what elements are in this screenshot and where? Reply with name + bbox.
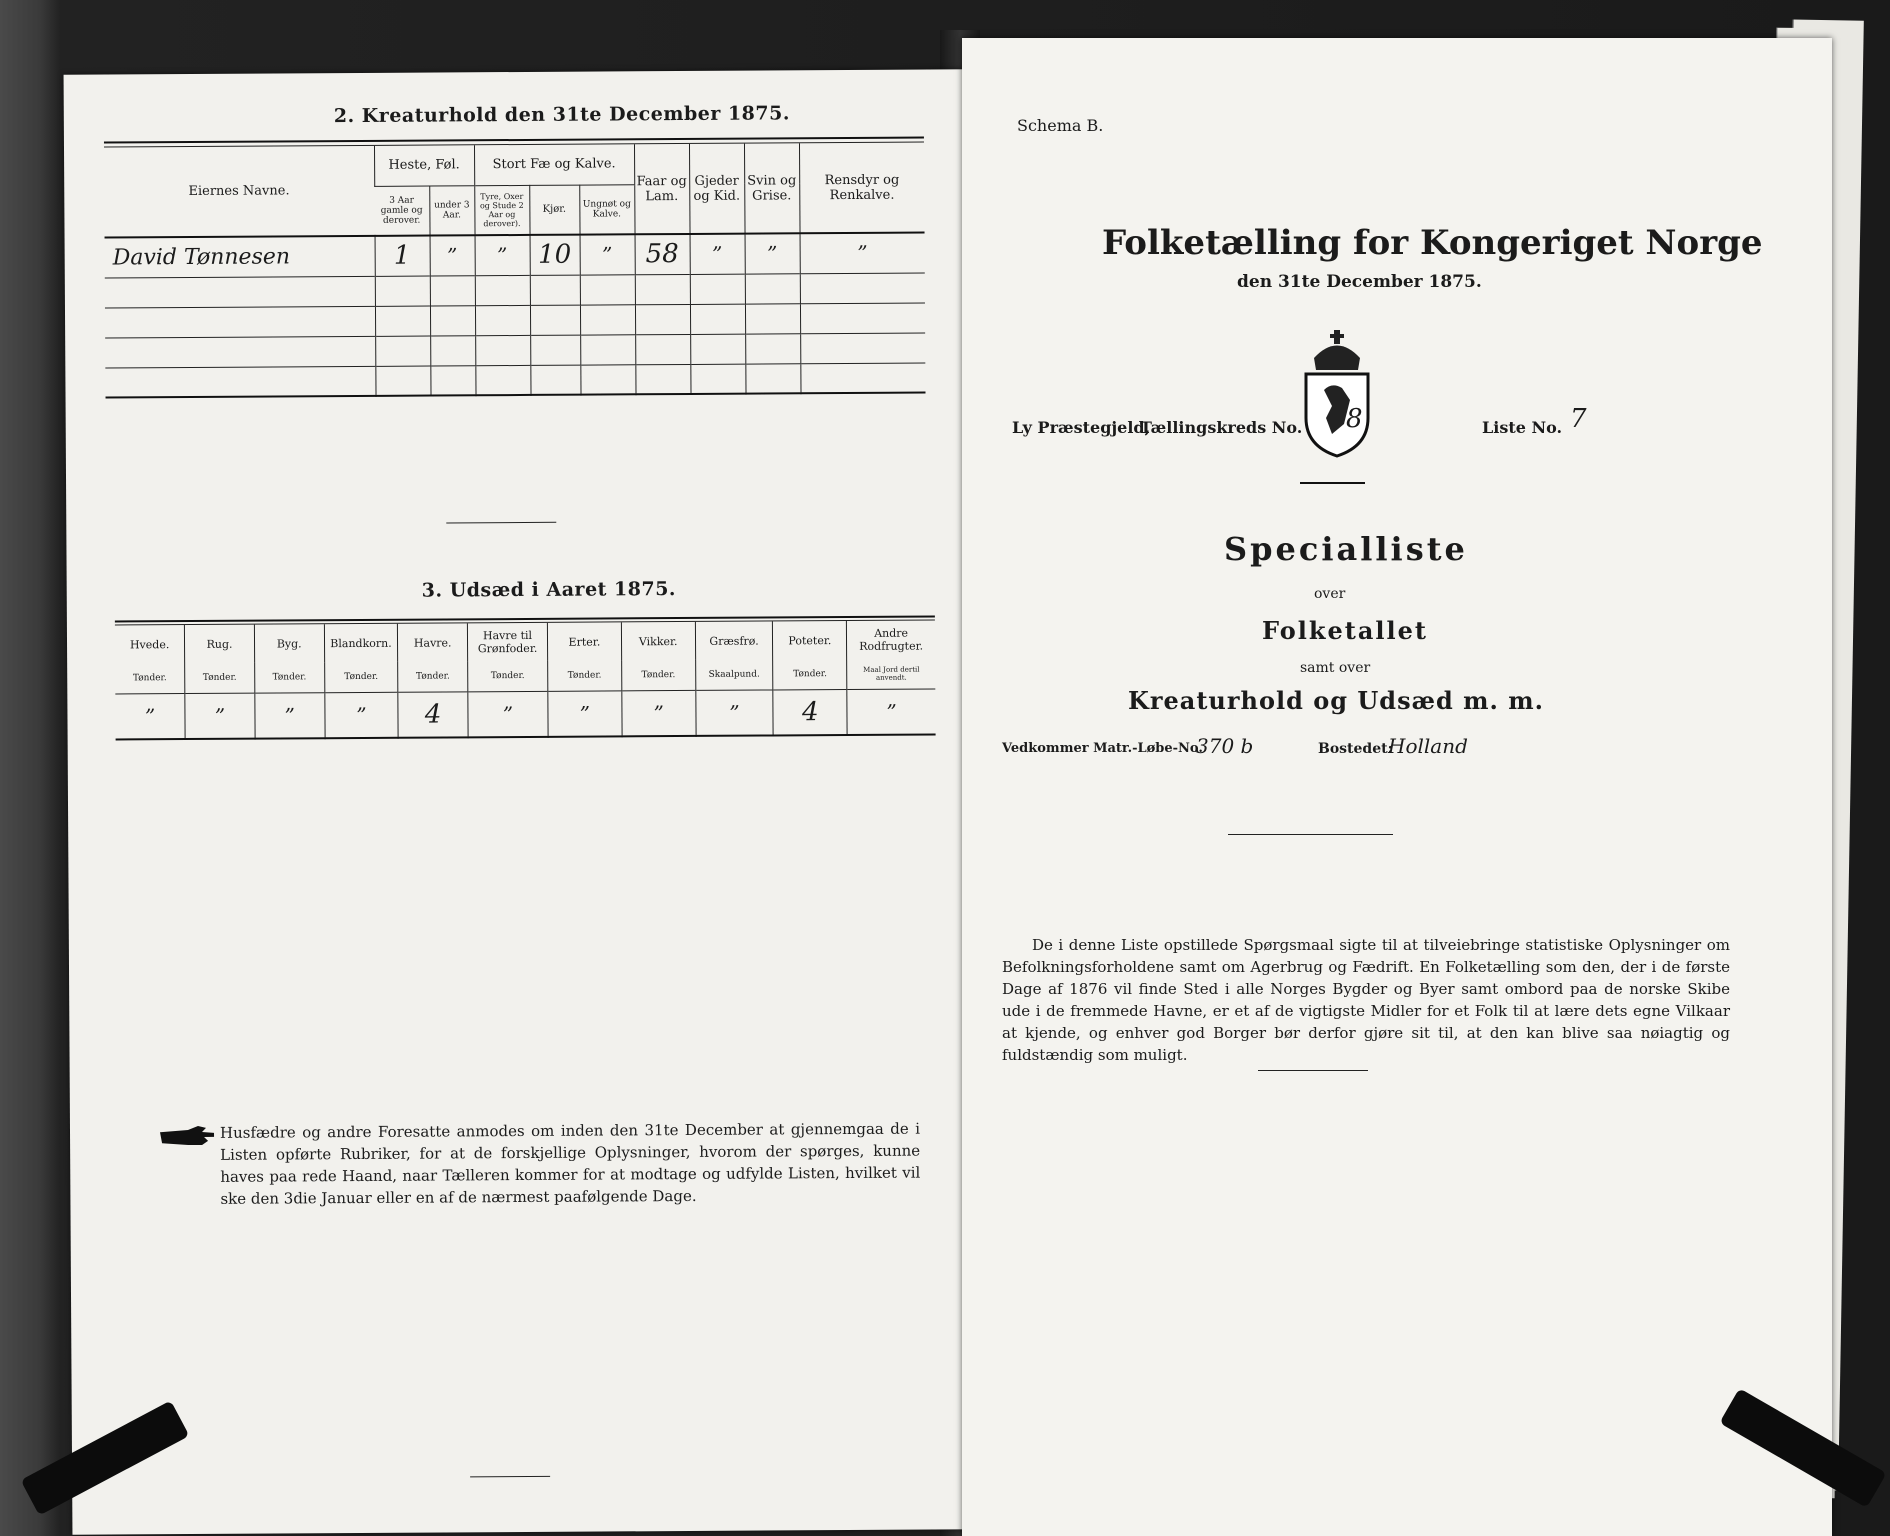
divider: [446, 522, 556, 524]
cattle-group-header: Stort Fæ og Kalve.: [474, 144, 634, 185]
horses-3plus-header: 3 Aar gamle og derover.: [380, 195, 423, 226]
list-label: Liste No.: [1482, 418, 1563, 437]
cell-bulls: ”: [475, 235, 530, 275]
sheep-header: Faar og Lam.: [634, 144, 690, 234]
district-label: Tællingskreds No.: [1140, 418, 1303, 437]
seed-header: Erter.: [547, 622, 621, 660]
left-page: [64, 69, 978, 1535]
owner-header: Eiernes Navne.: [188, 183, 290, 200]
cell-reindeer: ”: [800, 233, 925, 274]
right-page: [962, 38, 1832, 1536]
seed-unit: Tønder.: [621, 660, 695, 690]
over-text: over: [1314, 586, 1346, 602]
seed-unit: Tønder.: [185, 663, 255, 693]
seed-header: Poteter.: [773, 621, 847, 659]
section3-title: 3. Udsæd i Aaret 1875.: [421, 578, 677, 602]
seed-header: Vikker.: [621, 622, 695, 660]
cows-header: Kjør.: [529, 185, 579, 235]
left-note: Husfædre og andre Foresatte anmodes om inden den 31te December at gjennemgaa de i Listen opførte Rubriker, for at de forskjellige Oplysninger, hvorom der spørges, kunne haves paa rede Haand, naar Tælleren kommer for at modtage og udfylde Listen, hvilket vil ske den 3die Januar eller en af de nærmest paafølgende Dage.: [219, 1119, 921, 1208]
list-value: 7: [1570, 404, 1587, 434]
seed-value: ”: [324, 692, 398, 738]
seed-value: ”: [847, 688, 936, 735]
seed-unit: Tønder.: [773, 659, 847, 689]
seed-header: Hvede.: [129, 637, 170, 651]
cell-cows: 10: [530, 235, 580, 275]
matr-label: Vedkommer Matr.-Løbe-No.: [1002, 741, 1203, 756]
schema-label: Schema B.: [1017, 116, 1104, 135]
main-title: Folketælling for Kongeriget Norge: [1102, 223, 1763, 263]
cell-horses-under3: ”: [430, 235, 475, 275]
seed-unit: Tønder.: [398, 661, 468, 691]
matr-value: 370 b: [1196, 734, 1254, 758]
seed-unit: Tønder.: [548, 660, 622, 690]
pointing-hand-icon: [158, 1124, 216, 1154]
folketallet-heading: Folketallet: [1262, 616, 1428, 645]
coat-of-arms: [1292, 328, 1382, 462]
seed-unit: Tønder.: [255, 662, 325, 692]
reindeer-header: Rensdyr og Renkalve.: [799, 143, 925, 234]
samt-over-text: samt over: [1300, 660, 1371, 676]
district-value: 8: [1346, 404, 1363, 434]
seed-header: Blandkorn.: [324, 624, 398, 662]
owner-name: David Tønnesen: [112, 244, 291, 271]
seed-value: ”: [622, 690, 696, 736]
seed-header: Græsfrø.: [695, 621, 773, 659]
seed-header: Rug.: [185, 625, 255, 663]
cell-horses-3plus: 1: [375, 236, 430, 276]
table-row: [105, 233, 925, 278]
pigs-header: Svin og Grise.: [744, 143, 800, 233]
seed-header: Byg.: [254, 624, 324, 662]
divider: [1300, 482, 1365, 484]
seed-header: Andre Rodfrugter.: [847, 620, 935, 659]
divider: [1228, 834, 1393, 835]
goats-header: Gjeder og Kid.: [689, 144, 745, 234]
seed-header: Havre til Grønfoder.: [467, 623, 547, 661]
seed-value: ”: [185, 693, 255, 739]
seed-value: ”: [144, 703, 156, 729]
livestock-table: [104, 143, 926, 399]
young-cattle-header: Ungnøt og Kalve.: [579, 184, 634, 234]
horses-under3-header: under 3 Aar.: [429, 185, 474, 235]
bosted-label: Bostedet:: [1318, 741, 1393, 757]
kreaturhold-heading: Kreaturhold og Udsæd m. m.: [1128, 686, 1544, 715]
table-row: [105, 363, 925, 398]
seed-unit: Tønder.: [468, 661, 548, 691]
date-line: den 31te December 1875.: [1237, 272, 1482, 292]
seed-header: Havre.: [398, 623, 468, 661]
seed-value: ”: [468, 691, 548, 737]
seed-table: [115, 620, 936, 740]
table-row: [115, 688, 935, 739]
seed-value: ”: [548, 690, 622, 736]
horses-group-header: Heste, Føl.: [374, 145, 474, 186]
divider: [1258, 1070, 1368, 1071]
cell-sheep: 58: [635, 234, 690, 274]
right-note: De i denne Liste opstillede Spørgsmaal sigte til at tilveiebringe statistiske Oplysninger om Befolkningsforholdene samt om Agerbrug og Fædrift. En Folketælling som den, der i de første Dage af 1876 vil finde Sted i alle Norges Bygder og Byer samt ombord paa de norske Skibe ude i de fremmede Havne, er et af de vigtigste Midler for et Folk til at lære dets egne Vilkaar at kjende, og enhver god Borger bør derfor gjøre sit til, at den kan blive saa nøiagtig og fuldstændig som muligt.: [1002, 936, 1730, 1064]
seed-value: ”: [695, 689, 773, 735]
cell-young: ”: [580, 234, 635, 274]
seed-unit: Tønder.: [324, 662, 398, 692]
seed-unit: Tønder.: [132, 672, 167, 684]
bosted-value: Holland: [1388, 734, 1468, 758]
parish-label: Ly Præstegjeld,: [1012, 418, 1151, 437]
cell-pigs: ”: [745, 233, 800, 273]
seed-value: 4: [398, 691, 468, 737]
seed-unit: Maal Jord dertil anvendt.: [847, 658, 935, 689]
seed-value: ”: [255, 692, 325, 738]
section2-title: 2. Kreaturhold den 31te December 1875.: [333, 102, 790, 128]
seed-unit: Skaalpund.: [695, 659, 773, 689]
cell-goats: ”: [690, 234, 745, 274]
seed-value: 4: [773, 689, 847, 735]
bulls-header: Tyre, Oxer og Stude 2 Aar og derover).: [474, 185, 529, 235]
specialliste-heading: Specialliste: [1224, 530, 1468, 568]
divider: [470, 1476, 550, 1477]
